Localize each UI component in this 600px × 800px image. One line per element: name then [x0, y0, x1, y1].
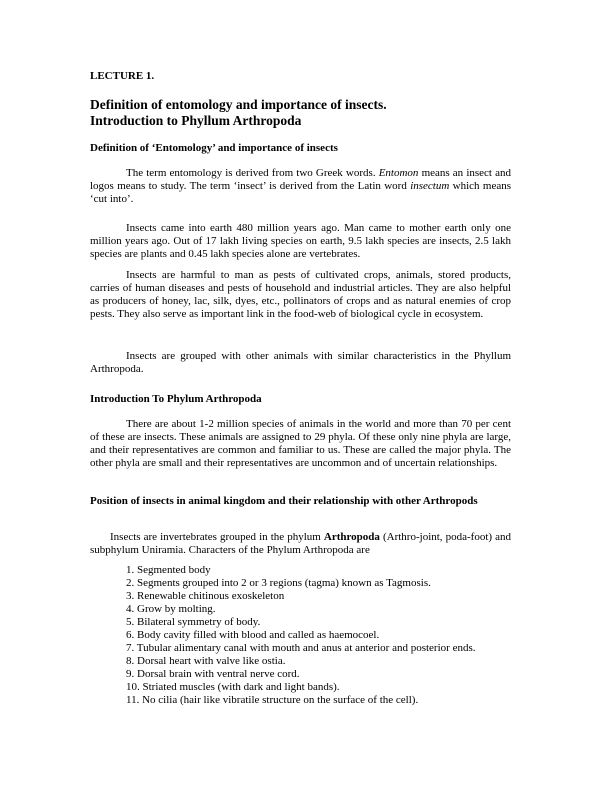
list-item: 3. Renewable chitinous exoskeleton: [126, 590, 285, 602]
list-item: 9. Dorsal brain with ventral nerve cord.: [126, 668, 300, 680]
paragraph-position: [90, 531, 511, 557]
page-title-line-2: Introduction to Phyllum Arthropoda: [90, 113, 302, 128]
section-heading-definition: Definition of ‘Entomology’ and importance of insects: [90, 142, 338, 154]
paragraph-text: Insects are invertebrates grouped in the phylum: [110, 531, 324, 543]
list-item: 1. Segmented body: [126, 564, 211, 576]
list-item: 2. Segments grouped into 2 or 3 regions (tagma) known as Tagmosis.: [126, 577, 431, 589]
paragraph-text: The term entomology is derived from two Greek words.: [126, 167, 379, 179]
paragraph-text: which means ‘cut into’.: [90, 180, 512, 205]
italic-term-insectum: insectum: [410, 180, 450, 192]
paragraph-insect-importance: Insects are harmful to man as pests of cultivated crops, animals, stored products, carries of human diseases and pests of household and industrial articles. They are also helpful as producers of honey, lac, silk, dyes, etc., pollinators of crops and as natural enemies of crop pests. They also serve as important link in the food-web of biological cycle in ecosystem.: [90, 269, 511, 320]
bold-term-arthropoda: Arthropoda: [323, 531, 380, 543]
paragraph-text: (Arthro-joint, poda-foot) and subphylum Uniramia. Characters of the Phylum Arthropoda are: [90, 531, 511, 556]
section-heading-arthropoda: Introduction To Phylum Arthropoda: [90, 393, 262, 405]
page-title-line-1: Definition of entomology and importance of insects.: [90, 97, 387, 112]
lecture-label: LECTURE 1.: [90, 70, 155, 82]
paragraph-insect-history: Insects came into earth 480 million years ago. Man came to mother earth only one million years ago. Out of 17 lakh living species on earth, 9.5 lakh species are insects, 2.5 lakh species are plants and 0.45 lakh species alone are vertebrates.: [90, 222, 511, 260]
paragraph-definition: [90, 167, 511, 206]
list-item: 7. Tubular alimentary canal with mouth and anus at anterior and posterior ends.: [126, 642, 476, 654]
list-item: 10. Striated muscles (with dark and light bands).: [126, 681, 340, 693]
paragraph-arthropoda-intro: There are about 1-2 million species of animals in the world and more than 70 per cent of these are insects. These animals are assigned to 29 phyla. Of these only nine phyla are large, and their representatives are common and familiar to us. These are called the major phyla. The other phyla are small and their representatives are uncommon and of uncertain relationships.: [90, 418, 511, 469]
list-item: 11. No cilia (hair like vibratile structure on the surface of the cell).: [126, 694, 419, 706]
page-title: [90, 97, 511, 129]
list-item: 8. Dorsal heart with valve like ostia.: [126, 655, 286, 667]
list-item: 4. Grow by molting.: [126, 603, 216, 615]
paragraph-text: means an insect and logos means to study. The term ‘insect’ is derived from the Latin word: [90, 167, 511, 192]
list-item: 6. Body cavity filled with blood and called as haemocoel.: [126, 629, 380, 641]
paragraph-insect-grouping: Insects are grouped with other animals with similar characteristics in the Phyllum Arthropoda.: [90, 350, 511, 375]
section-heading-position: Position of insects in animal kingdom and their relationship with other Arthropods: [90, 495, 478, 507]
italic-term-entomon: Entomon: [378, 167, 419, 179]
list-item: 5. Bilateral symmetry of body.: [126, 616, 261, 628]
arthropoda-characters-list: [126, 564, 511, 707]
